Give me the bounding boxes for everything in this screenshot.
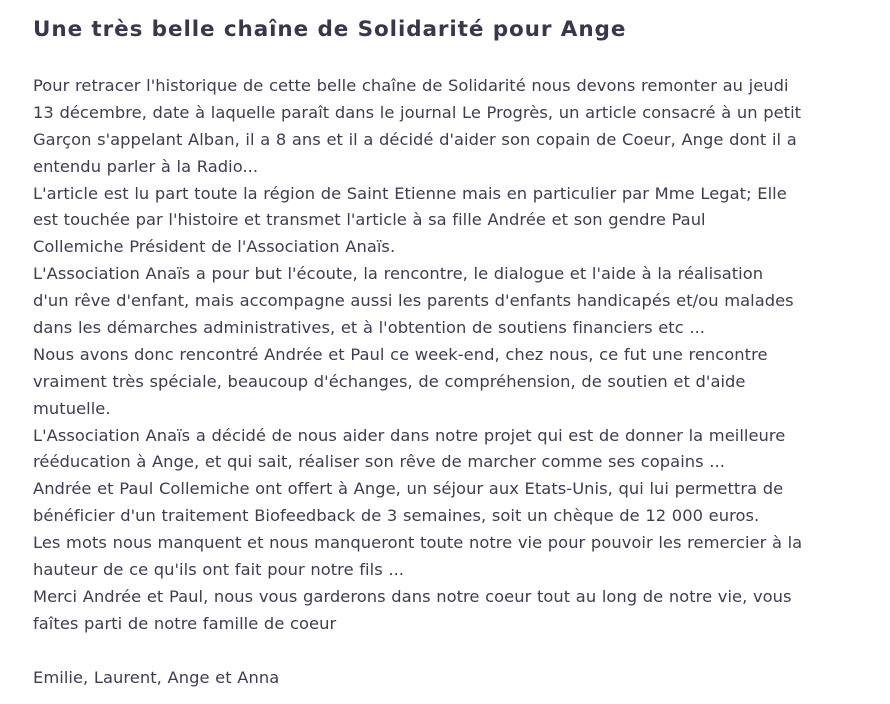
- body-line: L'article est lu part toute la région de Saint Etienne mais en particulier par Mme Legat; Elle: [33, 183, 787, 203]
- body-line: faîtes parti de notre famille de coeur: [33, 613, 337, 633]
- body-line: Collemiche Président de l'Association Anaïs.: [33, 237, 396, 257]
- page-title: Une très belle chaîne de Solidarité pour Ange: [33, 17, 627, 42]
- body-line: Andrée et Paul Collemiche ont offert à Ange, un séjour aux Etats-Unis, qui lui permettra de: [33, 479, 784, 499]
- body-line: rééducation à Ange, et qui sait, réaliser son rêve de marcher comme ses copains ...: [33, 452, 725, 472]
- body-line: vraiment très spéciale, beaucoup d'échanges, de compréhension, de soutien et d'aide: [33, 371, 746, 391]
- body-line: Merci Andrée et Paul, nous vous garderons dans notre coeur tout au long de notre vie, vous: [33, 586, 792, 606]
- signature-line: Emilie, Laurent, Ange et Anna: [33, 667, 280, 687]
- body-line: Nous avons donc rencontré Andrée et Paul ce week-end, chez nous, ce fut une rencontre: [33, 344, 768, 364]
- body-line: d'un rêve d'enfant, mais accompagne aussi les parents d'enfants handicapés et/ou malades: [33, 291, 794, 311]
- body-line: est touchée par l'histoire et transmet l'article à sa fille Andrée et son gendre Paul: [33, 210, 706, 230]
- body-line: dans les démarches administratives, et à l'obtention de soutiens financiers etc ...: [33, 318, 706, 338]
- body-line: L'Association Anaïs a pour but l'écoute, la rencontre, le dialogue et l'aide à la réalisation: [33, 264, 764, 284]
- body-line: Garçon s'appelant Alban, il a 8 ans et il a décidé d'aider son copain de Coeur, Ange dont il a: [33, 129, 797, 149]
- body-line: 13 décembre, date à laquelle paraît dans le journal Le Progrès, un article consacré à un petit: [33, 102, 802, 122]
- body-line: Pour retracer l'historique de cette belle chaîne de Solidarité nous devons remonter au jeudi: [33, 76, 789, 95]
- body-line: hauteur de ce qu'ils ont fait pour notre fils ...: [33, 560, 405, 580]
- body-line: entendu parler à la Radio...: [33, 156, 259, 176]
- body-line-spacer: [33, 638, 857, 665]
- body-line: L'Association Anaïs a décidé de nous aider dans notre projet qui est de donner la meilleure: [33, 425, 786, 445]
- document-body: [33, 73, 857, 691]
- body-line: Les mots nous manquent et nous manqueront toute notre vie pour pouvoir les remercier à la: [33, 533, 803, 553]
- body-line: mutuelle.: [33, 398, 111, 418]
- body-line: bénéficier d'un traitement Biofeedback de 3 semaines, soit un chèque de 12 000 euros.: [33, 506, 760, 526]
